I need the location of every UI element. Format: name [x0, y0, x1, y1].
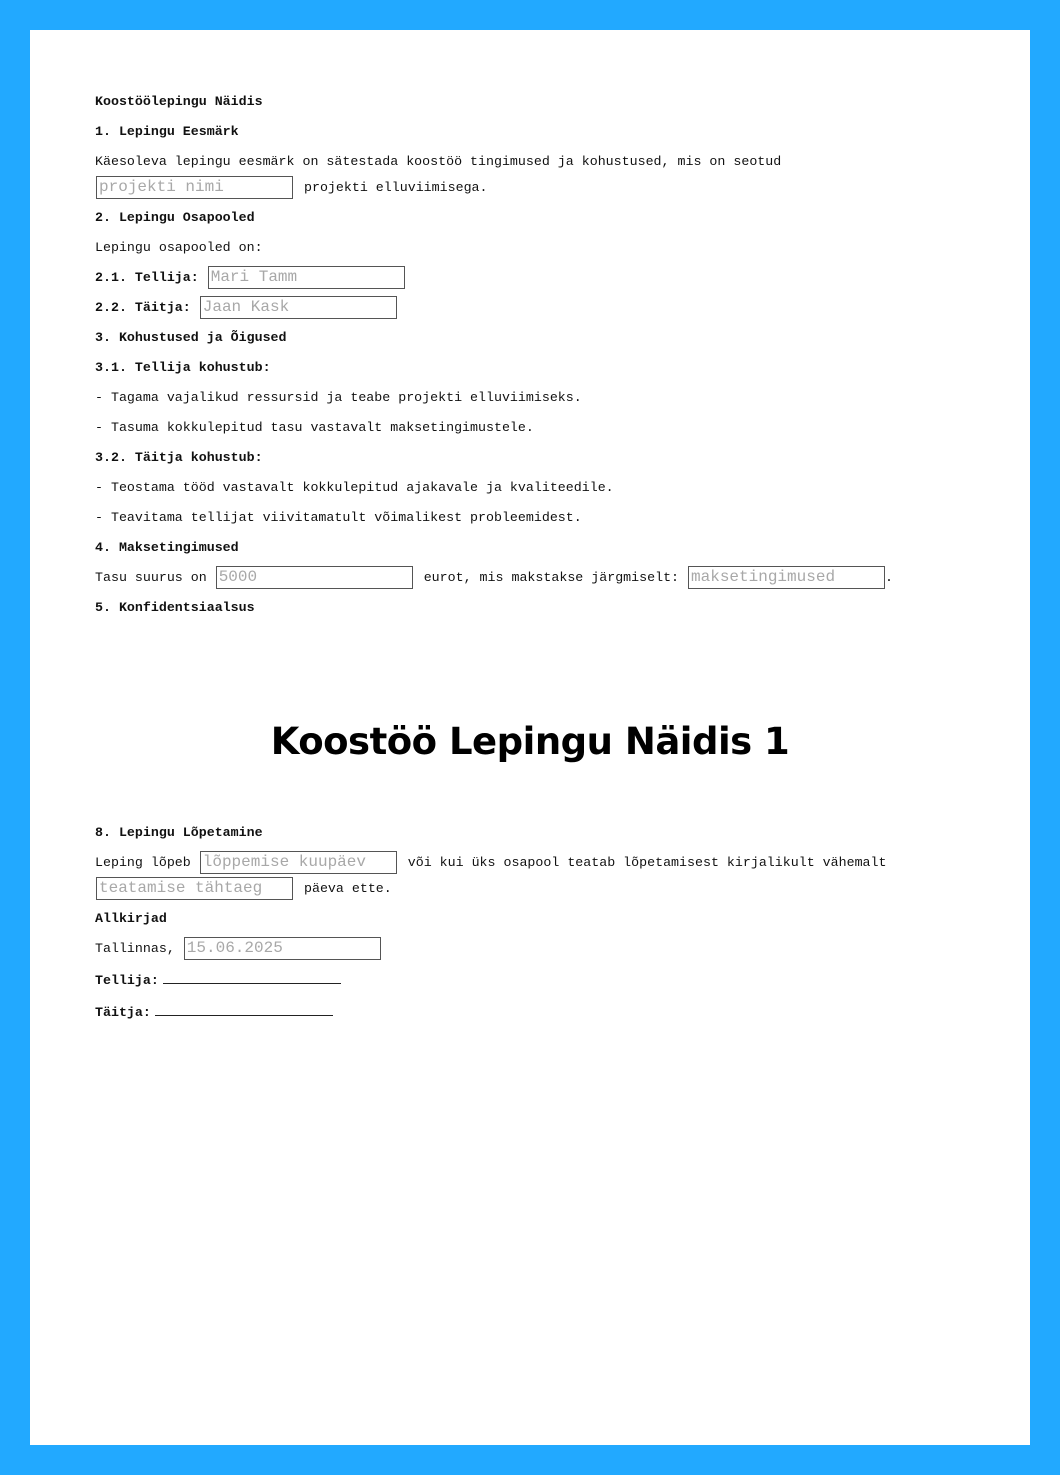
section-2-intro: Lepingu osapooled on: — [95, 240, 263, 255]
contractor-signature-label: Täitja: — [95, 1005, 151, 1020]
document-top-section — [95, 94, 975, 668]
client-row — [95, 265, 975, 291]
section-3-heading: 3. Kohustused ja Õigused — [95, 330, 287, 345]
section-1-text-before: Käesoleva lepingu eesmärk on sätestada koostöö tingimused ja kohustused, mis on seotud — [95, 154, 782, 169]
document-title: Koostöölepingu Näidis — [95, 94, 263, 109]
contractor-name-input[interactable] — [200, 296, 397, 319]
client-duty-item: - Tagama vajalikud ressursid ja teabe projekti elluviimiseks. — [95, 390, 582, 405]
client-signature-line[interactable] — [163, 971, 341, 984]
payment-row — [95, 565, 975, 591]
contractor-duties-heading: 3.2. Täitja kohustub: — [95, 450, 263, 465]
client-signature-row — [95, 971, 975, 989]
section-8-heading: 8. Lepingu Lõpetamine — [95, 825, 263, 840]
signatures-heading: Allkirjad — [95, 911, 167, 926]
payment-terms-input[interactable] — [688, 566, 885, 589]
signature-date-input[interactable] — [184, 937, 381, 960]
payment-text-end: . — [885, 570, 893, 585]
client-duty-item: - Tasuma kokkulepitud tasu vastavalt maksetingimustele. — [95, 420, 534, 435]
contractor-signature-row — [95, 1003, 975, 1021]
section-1-text-after: projekti elluviimisega. — [303, 180, 488, 195]
title-banner — [30, 660, 1030, 815]
payment-text-middle: eurot, mis makstakse järgmiselt: — [423, 570, 680, 585]
contractor-duty-item: - Teavitama tellijat viivitamatult võimalikest probleemidest. — [95, 510, 582, 525]
section-4-heading: 4. Maksetingimused — [95, 540, 239, 555]
client-duties-heading: 3.1. Tellija kohustub: — [95, 360, 271, 375]
end-date-input[interactable] — [200, 851, 397, 874]
section-1-paragraph — [95, 149, 975, 201]
client-signature-label: Tellija: — [95, 973, 159, 988]
section-2-heading: 2. Lepingu Osapooled — [95, 210, 255, 225]
client-name-input[interactable] — [208, 266, 405, 289]
contractor-label: 2.2. Täitja: — [95, 300, 191, 315]
place-label: Tallinnas, — [95, 941, 175, 956]
signature-place-row — [95, 936, 975, 962]
section-8-text-before: Leping lõpeb — [95, 855, 191, 870]
section-8-text-middle: või kui üks osapool teatab lõpetamisest kirjalikult vähemalt — [407, 855, 887, 870]
payment-text-before: Tasu suurus on — [95, 570, 207, 585]
banner-title: Koostöö Lepingu Näidis 1 — [270, 720, 790, 763]
notice-period-input[interactable] — [96, 877, 293, 900]
document-page — [30, 30, 1030, 1445]
contractor-duty-item: - Teostama tööd vastavalt kokkulepitud ajakavale ja kvaliteedile. — [95, 480, 614, 495]
section-1-heading: 1. Lepingu Eesmärk — [95, 124, 239, 139]
document-bottom-section — [95, 825, 975, 1035]
section-8-paragraph — [95, 850, 975, 902]
section-5-heading: 5. Konfidentsiaalsus — [95, 600, 255, 615]
contractor-row — [95, 295, 975, 321]
project-name-input[interactable] — [96, 176, 293, 199]
amount-input[interactable] — [216, 566, 413, 589]
contractor-signature-line[interactable] — [155, 1003, 333, 1016]
section-8-text-after: päeva ette. — [303, 881, 392, 896]
client-label: 2.1. Tellija: — [95, 270, 199, 285]
